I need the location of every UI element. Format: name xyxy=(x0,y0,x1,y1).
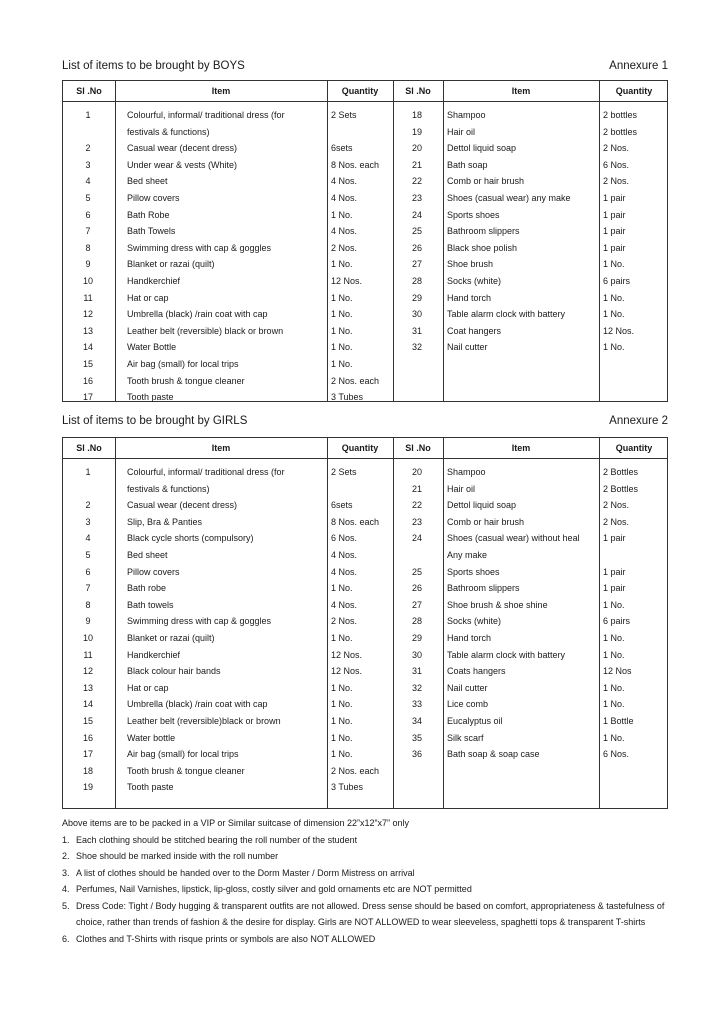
table-row xyxy=(63,190,667,207)
cell-qty: 12 Nos xyxy=(603,666,632,677)
table-row xyxy=(63,256,667,273)
cell-qty: 1 No. xyxy=(331,633,353,643)
cell-item: Lice comb xyxy=(447,699,489,710)
table-row xyxy=(63,240,667,257)
cell-sl: 6 xyxy=(85,566,91,577)
cell-qty: 1 No. xyxy=(603,732,625,743)
cell-item: Black colour hair bands xyxy=(127,666,221,677)
cell-sl: 15 xyxy=(82,359,93,369)
cell-sl: 31 xyxy=(411,325,422,336)
cell-sl: 17 xyxy=(82,392,93,403)
column-header-item: Item xyxy=(211,86,231,96)
cell-sl: 19 xyxy=(411,126,422,137)
cell-item: Dettol liquid soap xyxy=(447,143,517,154)
cell-sl: 22 xyxy=(411,500,422,511)
cell-sl: 1 xyxy=(85,110,91,120)
cell-sl: 9 xyxy=(85,259,91,270)
column-header-qty: Quantity xyxy=(341,86,379,96)
cell-item: Bath Robe xyxy=(127,209,170,220)
table-row xyxy=(63,613,667,630)
cell-qty: 1 No. xyxy=(331,716,353,726)
cell-item: Pillow covers xyxy=(127,193,180,203)
table-row xyxy=(63,746,667,763)
cell-item: Swimming dress with cap & goggles xyxy=(127,616,272,627)
cell-qty: 3 Tubes xyxy=(331,782,364,793)
cell-item: Tooth brush & tongue cleaner xyxy=(127,765,245,776)
cell-item: Casual wear (decent dress) xyxy=(127,143,238,154)
cell-sl: 2 xyxy=(85,500,91,511)
cell-qty: 12 Nos. xyxy=(331,649,363,660)
cell-qty: 12 Nos. xyxy=(331,276,363,286)
column-header-sl: Sl .No xyxy=(405,443,431,453)
cell-qty: 1 pair xyxy=(603,583,626,594)
note-number: 5. xyxy=(62,900,70,911)
cell-sl: 21 xyxy=(411,159,422,170)
cell-qty: 2 Nos. each xyxy=(331,765,380,776)
cell-sl: 4 xyxy=(85,176,91,187)
cell-item: Water bottle xyxy=(127,732,176,743)
table-row xyxy=(63,273,667,290)
cell-item: Shoes (casual wear) any make xyxy=(447,193,571,203)
cell-qty: 6sets xyxy=(331,500,353,511)
cell-item: Tooth paste xyxy=(127,392,174,403)
cell-item: Blanket or razai (quilt) xyxy=(127,633,215,643)
cell-sl: 10 xyxy=(82,276,93,286)
cell-sl: 8 xyxy=(85,599,91,610)
cell-sl: 13 xyxy=(82,325,93,336)
note-number: 3. xyxy=(62,867,70,878)
cell-qty: 1 No. xyxy=(603,599,625,610)
cell-item: Bathroom slippers xyxy=(447,226,520,237)
table-row xyxy=(63,157,667,174)
cell-sl: 26 xyxy=(411,242,422,253)
cell-qty: 1 Bottle xyxy=(603,716,634,726)
cell-qty: 2 Nos. xyxy=(331,242,358,253)
cell-qty: 1 No. xyxy=(331,732,353,743)
column-header-qty: Quantity xyxy=(615,443,653,453)
cell-item: Socks (white) xyxy=(447,276,502,286)
table-row xyxy=(63,530,667,547)
cell-qty: 1 pair xyxy=(603,566,626,577)
cell-sl: 28 xyxy=(411,616,422,627)
table-row xyxy=(63,663,667,680)
cell-sl: 22 xyxy=(411,176,422,187)
cell-item: Black shoe polish xyxy=(447,242,518,253)
cell-qty: 4 Nos. xyxy=(331,226,358,237)
cell-qty: 1 No. xyxy=(603,259,625,270)
table-row xyxy=(63,356,667,373)
cell-qty: 4 Nos. xyxy=(331,176,358,187)
column-header-qty: Quantity xyxy=(341,443,379,453)
column-header-item: Item xyxy=(511,86,531,96)
cell-item: Coats hangers xyxy=(447,666,506,677)
note-text: Clothes and T-Shirts with risque prints or symbols are also NOT ALLOWED xyxy=(76,933,376,944)
cell-sl: 3 xyxy=(85,159,91,170)
cell-sl: 32 xyxy=(411,342,422,353)
cell-sl: 5 xyxy=(85,550,91,560)
cell-item: Sports shoes xyxy=(447,566,500,577)
cell-sl: 30 xyxy=(411,309,422,320)
girls-annexure-label: Annexure 2 xyxy=(609,415,668,427)
cell-sl: 4 xyxy=(85,533,91,544)
table-row xyxy=(63,713,667,730)
cell-item: Hat or cap xyxy=(127,292,169,303)
cell-sl: 2 xyxy=(85,143,91,154)
cell-qty: 2 Sets xyxy=(331,110,357,120)
cell-qty: 1 No. xyxy=(603,633,625,643)
note-number: 2. xyxy=(62,851,70,861)
table-row xyxy=(63,730,667,747)
cell-sl: 35 xyxy=(411,732,422,743)
cell-sl: 17 xyxy=(82,749,93,760)
cell-qty: 6 Nos. xyxy=(603,749,630,760)
note-text: A list of clothes should be handed over to the Dorm Master / Dorm Mistress on arrival xyxy=(76,867,415,878)
cell-qty: 2 bottles xyxy=(603,126,638,137)
cell-sl: 3 xyxy=(85,516,91,527)
cell-qty: 1 No. xyxy=(603,682,625,693)
cell-item: Hand torch xyxy=(447,292,492,303)
cell-sl: 18 xyxy=(411,110,422,120)
cell-item: Comb or hair brush xyxy=(447,176,525,187)
cell-sl: 21 xyxy=(411,483,422,494)
cell-item: Nail cutter xyxy=(447,342,488,353)
cell-sl: 12 xyxy=(82,666,93,677)
cell-qty: 8 Nos. each xyxy=(331,516,380,527)
cell-qty: 1 pair xyxy=(603,209,626,220)
table-row xyxy=(63,763,667,780)
cell-item: festivals & functions) xyxy=(127,483,210,494)
cell-sl: 18 xyxy=(82,765,93,776)
cell-qty: 12 Nos. xyxy=(331,666,363,677)
cell-item: Hand torch xyxy=(447,633,492,643)
cell-sl: 5 xyxy=(85,193,91,203)
cell-qty: 1 pair xyxy=(603,226,626,237)
cell-sl: 20 xyxy=(411,467,422,477)
cell-sl: 16 xyxy=(82,732,93,743)
note-text: Dress Code: Tight / Body hugging & transparent outfits are not allowed. Dress sense should be based on comfort, appropriateness & tastefulness of choice, rather than trends of fashion & the desire for display. Girls are NOT ALLOWED to wear sleeveless, spaghetti tops & transparent T-shirts xyxy=(76,900,665,927)
cell-qty: 1 No. xyxy=(603,309,625,320)
cell-item: festivals & functions) xyxy=(127,126,210,137)
cell-qty: 1 No. xyxy=(331,342,353,353)
table-row xyxy=(63,779,667,796)
cell-qty: 4 Nos. xyxy=(331,566,358,577)
cell-item: Colourful, informal/ traditional dress (for xyxy=(127,110,285,120)
cell-sl: 30 xyxy=(411,649,422,660)
cell-sl xyxy=(393,547,441,564)
cell-qty: 12 Nos. xyxy=(603,325,635,336)
cell-sl: 15 xyxy=(82,716,93,726)
cell-sl: 33 xyxy=(411,699,422,710)
cell-qty: 2 Bottles xyxy=(603,483,639,494)
cell-item: Slip, Bra & Panties xyxy=(127,516,203,527)
cell-qty: 1 No. xyxy=(331,749,353,760)
girls-list-title: List of items to be brought by GIRLS xyxy=(62,415,248,427)
table-row xyxy=(63,597,667,614)
cell-item: Tooth brush & tongue cleaner xyxy=(127,375,245,386)
cell-item: Table alarm clock with battery xyxy=(447,309,566,320)
table-row xyxy=(63,140,667,157)
table-row xyxy=(63,124,667,141)
column-header-qty: Quantity xyxy=(615,86,653,96)
note-item xyxy=(62,865,672,882)
cell-item: Socks (white) xyxy=(447,616,502,627)
cell-sl: 29 xyxy=(411,292,422,303)
cell-item: Black cycle shorts (compulsory) xyxy=(127,533,254,544)
table-row xyxy=(63,497,667,514)
cell-qty: 6sets xyxy=(331,143,353,154)
cell-qty xyxy=(603,547,667,564)
note-item xyxy=(62,931,672,948)
cell-qty: 1 No. xyxy=(603,699,625,710)
cell-sl: 11 xyxy=(83,292,93,303)
cell-sl: 32 xyxy=(411,682,422,693)
cell-sl: 7 xyxy=(85,583,91,594)
cell-item: Hair oil xyxy=(447,483,476,494)
cell-item: Air bag (small) for local trips xyxy=(127,359,239,369)
cell-qty: 1 No. xyxy=(603,292,625,303)
cell-item: Umbrella (black) /rain coat with cap xyxy=(127,699,268,710)
column-header-sl: Sl .No xyxy=(76,86,102,96)
cell-sl: 14 xyxy=(82,699,93,710)
boys-items-table xyxy=(62,80,668,402)
table-row xyxy=(63,580,667,597)
cell-qty: 3 Tubes xyxy=(331,392,364,403)
cell-item: Umbrella (black) /rain coat with cap xyxy=(127,309,268,320)
cell-item: Bath towels xyxy=(127,599,174,610)
cell-sl: 23 xyxy=(411,516,422,527)
note-number: 4. xyxy=(62,884,70,894)
cell-sl: 28 xyxy=(411,276,422,286)
cell-sl: 27 xyxy=(411,599,422,610)
girls-title-row xyxy=(62,415,668,427)
cell-sl: 25 xyxy=(411,566,422,577)
table-row xyxy=(63,339,667,356)
note-item xyxy=(62,898,672,931)
cell-item: Hat or cap xyxy=(127,682,169,693)
table-row xyxy=(63,290,667,307)
cell-item: Silk scarf xyxy=(447,732,484,743)
cell-qty: 2 Nos. xyxy=(603,516,630,527)
cell-item: Air bag (small) for local trips xyxy=(127,749,239,760)
cell-qty: 1 pair xyxy=(603,193,626,203)
table-row xyxy=(63,481,667,498)
table-row xyxy=(63,647,667,664)
boys-list-title: List of items to be brought by BOYS xyxy=(62,60,245,72)
cell-qty: 2 Nos. xyxy=(603,500,630,511)
table-row xyxy=(63,514,667,531)
cell-sl: 24 xyxy=(411,533,422,544)
cell-item: Shampoo xyxy=(447,467,486,477)
cell-sl: 7 xyxy=(85,226,91,237)
cell-qty: 1 No. xyxy=(603,342,625,353)
cell-item: Bath Towels xyxy=(127,226,176,237)
cell-qty: 4 Nos. xyxy=(331,599,358,610)
cell-qty: 1 No. xyxy=(331,292,353,303)
cell-item: Leather belt (reversible)black or brown xyxy=(127,716,281,726)
note-item xyxy=(62,881,672,898)
cell-item: Any make xyxy=(447,550,488,560)
cell-qty: 1 No. xyxy=(331,209,353,220)
cell-sl: 25 xyxy=(411,226,422,237)
cell-qty: 1 No. xyxy=(331,309,353,320)
notes-intro: Above items are to be packed in a VIP or Similar suitcase of dimension 22”x12”x7” only xyxy=(62,818,410,828)
table-row xyxy=(63,373,667,390)
note-item xyxy=(62,848,672,865)
cell-item: Eucalyptus oil xyxy=(447,716,503,726)
cell-sl: 31 xyxy=(411,666,422,677)
cell-qty: 2 bottles xyxy=(603,110,638,120)
cell-item: Nail cutter xyxy=(447,682,488,693)
table-row xyxy=(63,630,667,647)
cell-item: Bath soap & soap case xyxy=(447,749,540,760)
table-row xyxy=(63,564,667,581)
cell-item: Bed sheet xyxy=(127,176,168,187)
cell-item: Hair oil xyxy=(447,126,476,137)
cell-qty: 1 No. xyxy=(603,649,625,660)
cell-sl: 26 xyxy=(411,583,422,594)
cell-sl: 36 xyxy=(411,749,422,760)
cell-item: Under wear & vests (White) xyxy=(127,159,238,170)
packing-notes xyxy=(62,815,672,947)
cell-item: Shampoo xyxy=(447,110,486,120)
cell-item: Casual wear (decent dress) xyxy=(127,500,238,511)
cell-item: Pillow covers xyxy=(127,566,180,577)
table-row xyxy=(63,696,667,713)
cell-qty: 6 Nos. xyxy=(603,159,630,170)
boys-annexure-label: Annexure 1 xyxy=(609,60,668,72)
table-row xyxy=(63,389,667,406)
note-number: 1. xyxy=(62,834,70,845)
cell-item: Shoes (casual wear) without heal xyxy=(447,533,580,544)
cell-item: Bath soap xyxy=(447,159,488,170)
cell-sl: 14 xyxy=(82,342,93,353)
cell-qty: 4 Nos. xyxy=(331,550,358,560)
note-item xyxy=(62,832,672,849)
table-row xyxy=(63,107,667,124)
cell-item: Bath robe xyxy=(127,583,167,594)
cell-item: Handkerchief xyxy=(127,649,181,660)
cell-sl: 24 xyxy=(411,209,422,220)
cell-qty: 2 Sets xyxy=(331,467,357,477)
column-header-sl: Sl .No xyxy=(76,443,102,453)
table-row xyxy=(63,464,667,481)
table-row xyxy=(63,323,667,340)
cell-qty: 2 Nos. xyxy=(603,143,630,154)
cell-qty: 2 Nos. xyxy=(603,176,630,187)
cell-qty: 6 pairs xyxy=(603,616,631,627)
note-text: Each clothing should be stitched bearing the roll number of the student xyxy=(76,834,358,845)
cell-sl: 10 xyxy=(82,633,93,643)
boys-title-row xyxy=(62,60,668,72)
column-header-item: Item xyxy=(211,443,231,453)
cell-sl: 27 xyxy=(411,259,422,270)
table-row xyxy=(63,173,667,190)
cell-sl: 1 xyxy=(85,467,91,477)
cell-sl: 9 xyxy=(85,616,91,627)
cell-qty: 8 Nos. each xyxy=(331,159,380,170)
table-row xyxy=(63,306,667,323)
cell-qty: 4 Nos. xyxy=(331,193,358,203)
cell-item: Coat hangers xyxy=(447,325,502,336)
cell-qty: 1 No. xyxy=(331,359,353,369)
girls-items-table xyxy=(62,437,668,809)
cell-qty: 1 pair xyxy=(603,533,626,544)
cell-qty: 1 No. xyxy=(331,699,353,710)
cell-item: Bed sheet xyxy=(127,550,168,560)
cell-item: Leather belt (reversible) black or brown xyxy=(127,325,284,336)
cell-item: Dettol liquid soap xyxy=(447,500,517,511)
cell-qty: 1 No. xyxy=(331,259,353,270)
note-text: Shoe should be marked inside with the roll number xyxy=(76,851,279,861)
cell-item: Colourful, informal/ traditional dress (for xyxy=(127,467,285,477)
cell-qty: 2 Bottles xyxy=(603,467,639,477)
table-row xyxy=(63,547,667,564)
cell-item: Blanket or razai (quilt) xyxy=(127,259,215,270)
cell-sl: 20 xyxy=(411,143,422,154)
cell-item: Comb or hair brush xyxy=(447,516,525,527)
cell-qty: 1 No. xyxy=(331,325,353,336)
cell-qty: 2 Nos. xyxy=(331,616,358,627)
cell-item: Handkerchief xyxy=(127,276,181,286)
table-row xyxy=(63,680,667,697)
cell-sl: 23 xyxy=(411,193,422,203)
cell-sl: 11 xyxy=(83,649,93,660)
cell-sl: 19 xyxy=(82,782,93,793)
cell-item: Swimming dress with cap & goggles xyxy=(127,242,272,253)
cell-sl: 8 xyxy=(85,242,91,253)
cell-sl: 34 xyxy=(411,716,422,726)
cell-qty: 6 pairs xyxy=(603,276,631,286)
cell-sl: 29 xyxy=(411,633,422,643)
cell-item: Shoe brush xyxy=(447,259,494,270)
note-number: 6. xyxy=(62,933,70,944)
cell-qty: 6 Nos. xyxy=(331,533,358,544)
cell-sl: 6 xyxy=(85,209,91,220)
cell-item: Bathroom slippers xyxy=(447,583,520,594)
cell-sl: 16 xyxy=(82,375,93,386)
cell-qty: 1 No. xyxy=(331,583,353,594)
cell-item: Table alarm clock with battery xyxy=(447,649,566,660)
cell-item: Tooth paste xyxy=(127,782,174,793)
note-text: Perfumes, Nail Varnishes, lipstick, lip-gloss, costly silver and gold ornaments etc are NOT permitted xyxy=(76,884,472,894)
column-header-sl: Sl .No xyxy=(405,86,431,96)
cell-item: Water Bottle xyxy=(127,342,177,353)
cell-qty: 1 No. xyxy=(331,682,353,693)
cell-sl: 12 xyxy=(82,309,93,320)
cell-item: Shoe brush & shoe shine xyxy=(447,599,548,610)
cell-qty: 2 Nos. each xyxy=(331,375,380,386)
column-header-item: Item xyxy=(511,443,531,453)
cell-item: Sports shoes xyxy=(447,209,500,220)
cell-qty: 1 pair xyxy=(603,242,626,253)
table-row xyxy=(63,207,667,224)
cell-sl: 13 xyxy=(82,682,93,693)
table-row xyxy=(63,223,667,240)
